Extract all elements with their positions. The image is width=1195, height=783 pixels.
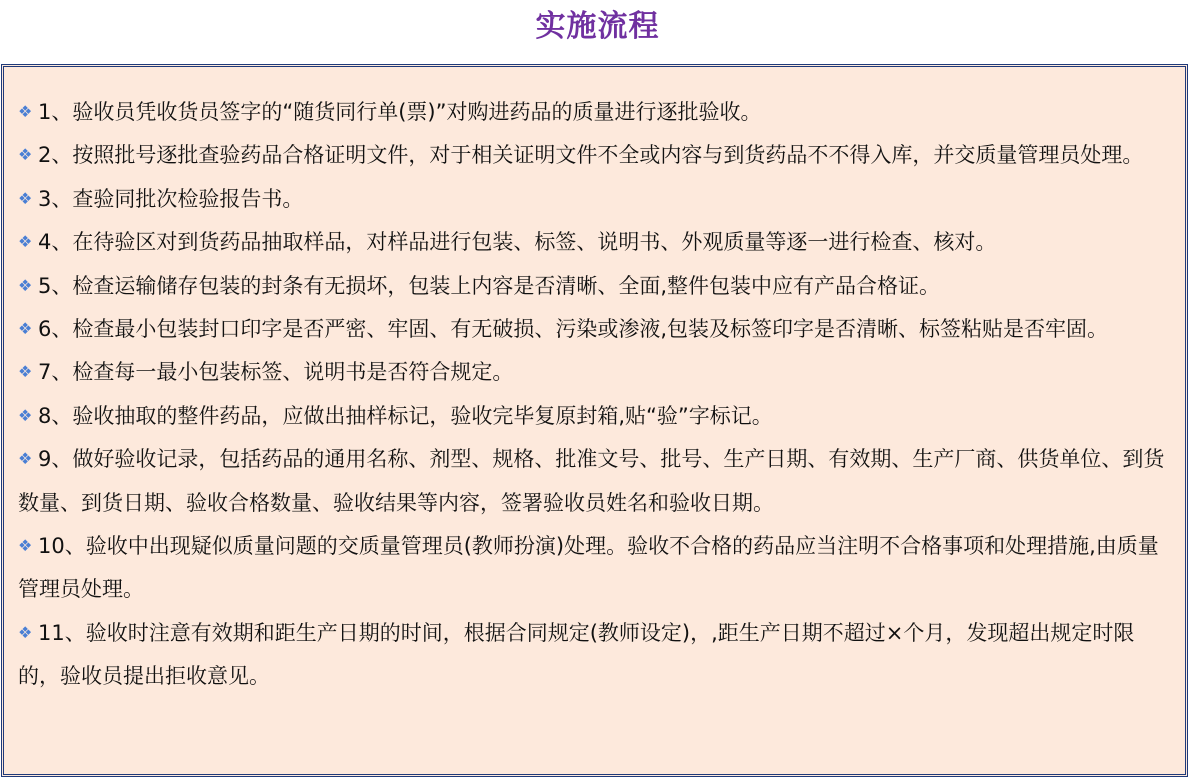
list-item	[18, 134, 1175, 177]
diamond-bullet-icon: ❖	[18, 145, 33, 165]
diamond-bullet-icon: ❖	[18, 232, 33, 252]
list-item	[18, 308, 1175, 351]
list-item	[18, 178, 1175, 221]
list-item	[18, 525, 1175, 612]
diamond-bullet-icon: ❖	[18, 275, 33, 295]
step-text: 8、验收抽取的整件药品，应做出抽样标记，验收完毕复原封箱,贴“验”字标记。	[38, 403, 773, 428]
diamond-bullet-icon: ❖	[18, 102, 33, 121]
step-text: 10、验收中出现疑似质量问题的交质量管理员(教师扮演)处理。验收不合格的药品应当注明不合格事项和处理措施,由质量管理员处理。	[18, 534, 1159, 602]
step-text: 4、在待验区对到货药品抽取样品，对样品进行包装、标签、说明书、外观质量等逐一进行检查、核对。	[38, 230, 997, 255]
diamond-bullet-icon: ❖	[18, 449, 33, 469]
step-text: 11、验收时注意有效期和距生产日期的时间，根据合同规定(教师设定)，,距生产日期不超过×个月，发现超出规定时限的，验收员提出拒收意见。	[18, 620, 1135, 689]
list-item	[18, 438, 1175, 525]
list-item	[18, 395, 1175, 438]
diamond-bullet-icon: ❖	[18, 319, 33, 339]
step-text: 9、做好验收记录，包括药品的通用名称、剂型、规格、批准文号、批号、生产日期、有效期、生产厂商、供货单位、到货数量、到货日期、验收合格数量、验收结果等内容，签署验收员姓名和验收日期。	[18, 447, 1165, 515]
step-text: 2、按照批号逐批查验药品合格证明文件，对于相关证明文件不全或内容与到货药品不不得入库，并交质量管理员处理。	[38, 143, 1144, 168]
step-text: 5、检查运输储存包装的封条有无损坏，包装上内容是否清晰、全面,整件包装中应有产品合格证。	[38, 273, 941, 298]
diamond-bullet-icon: ❖	[18, 536, 33, 556]
step-text: 1、验收员凭收货员签字的“随货同行单(票)”对购进药品的质量进行逐批验收。	[38, 100, 762, 124]
procedure-panel	[1, 64, 1188, 777]
procedure-list	[4, 67, 1185, 699]
page-title: 实施流程	[535, 9, 660, 44]
diamond-bullet-icon: ❖	[18, 405, 33, 425]
list-item	[18, 612, 1175, 699]
list-item	[18, 351, 1175, 394]
step-text: 7、检查每一最小包装标签、说明书是否符合规定。	[38, 360, 514, 385]
step-text: 6、检查最小包装封口印字是否严密、牢固、有无破损、污染或渗液,包装及标签印字是否清晰、标签粘贴是否牢固。	[38, 317, 1109, 342]
step-text: 3、查验同批次检验报告书。	[38, 186, 304, 211]
diamond-bullet-icon: ❖	[18, 362, 33, 382]
diamond-bullet-icon: ❖	[18, 622, 33, 642]
diamond-bullet-icon: ❖	[18, 188, 33, 208]
list-item	[18, 221, 1175, 264]
list-item	[18, 265, 1175, 308]
list-item	[18, 91, 1175, 134]
